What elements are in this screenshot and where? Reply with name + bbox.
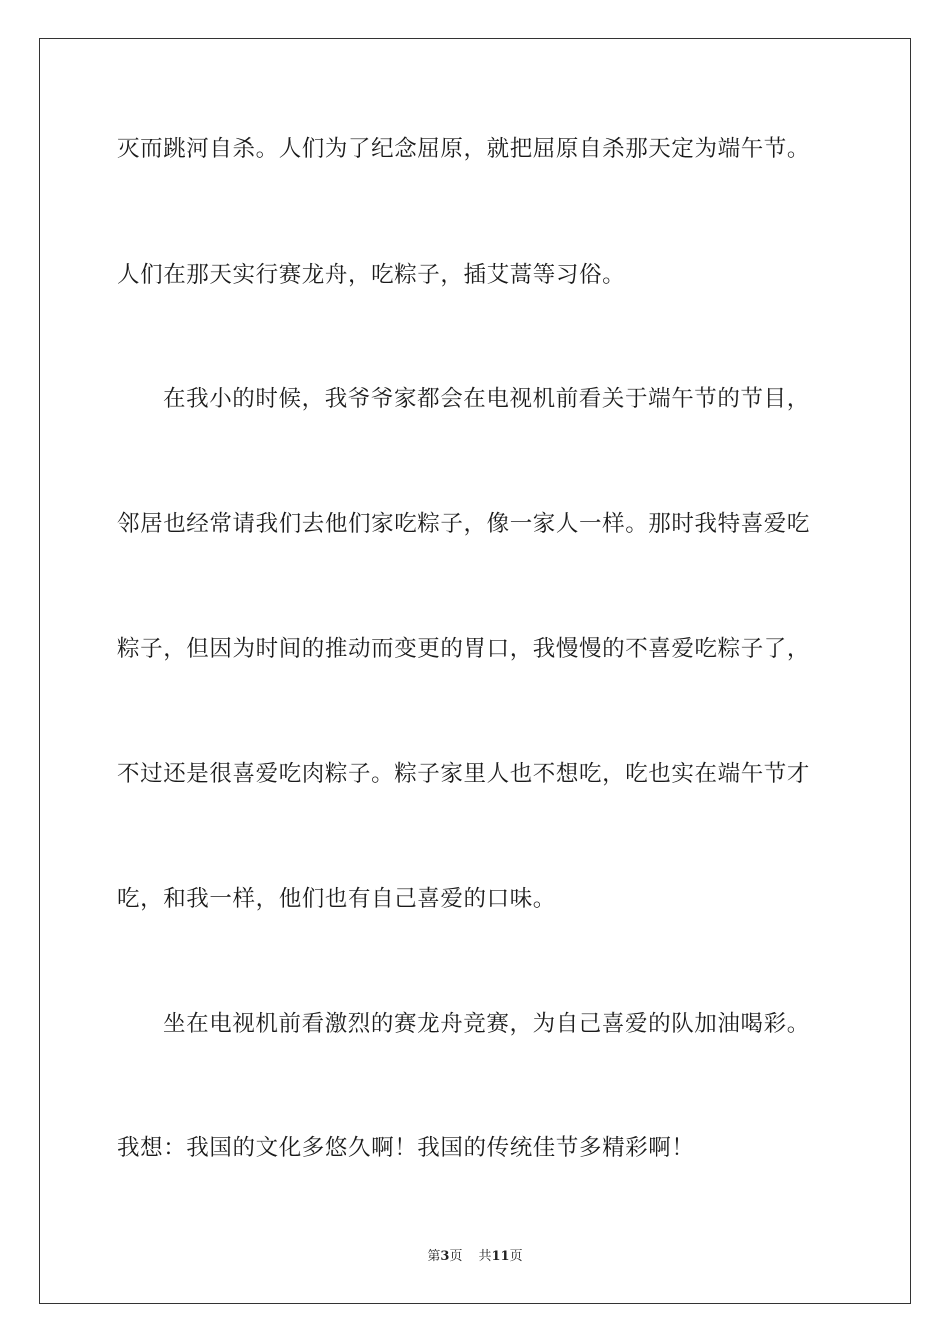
total-pages: 11: [491, 1249, 510, 1264]
text-line-7: 吃，和我一样，他们也有自己喜爱的口味。: [117, 886, 556, 912]
text-line-8: 坐在电视机前看激烈的赛龙舟竞赛，为自己喜爱的队加油喝彩。: [163, 1011, 810, 1037]
text-line-3: 在我小的时候，我爷爷家都会在电视机前看关于端午节的节目，: [163, 386, 810, 412]
page-footer: [0, 1248, 950, 1266]
total-suffix: 页: [509, 1249, 523, 1264]
total-prefix: 共: [478, 1249, 492, 1264]
text-line-4: 邻居也经常请我们去他们家吃粽子，像一家人一样。那时我特喜爱吃: [117, 511, 811, 537]
text-line-2: 人们在那天实行赛龙舟，吃粽子，插艾蒿等习俗。: [117, 262, 626, 288]
page-prefix: 第: [427, 1249, 441, 1264]
text-line-5: 粽子，但因为时间的推动而变更的胃口，我慢慢的不喜爱吃粽子了，: [117, 636, 811, 662]
page-number: 3: [440, 1249, 450, 1264]
text-line-1: 灭而跳河自杀。人们为了纪念屈原，就把屈原自杀那天定为端午节。: [117, 136, 811, 162]
page-suffix: 页: [449, 1249, 463, 1264]
text-line-9: 我想：我国的文化多悠久啊！我国的传统佳节多精彩啊！: [117, 1135, 695, 1161]
page-border: [39, 38, 911, 1304]
text-line-6: 不过还是很喜爱吃肉粽子。粽子家里人也不想吃，吃也实在端午节才: [117, 761, 811, 787]
